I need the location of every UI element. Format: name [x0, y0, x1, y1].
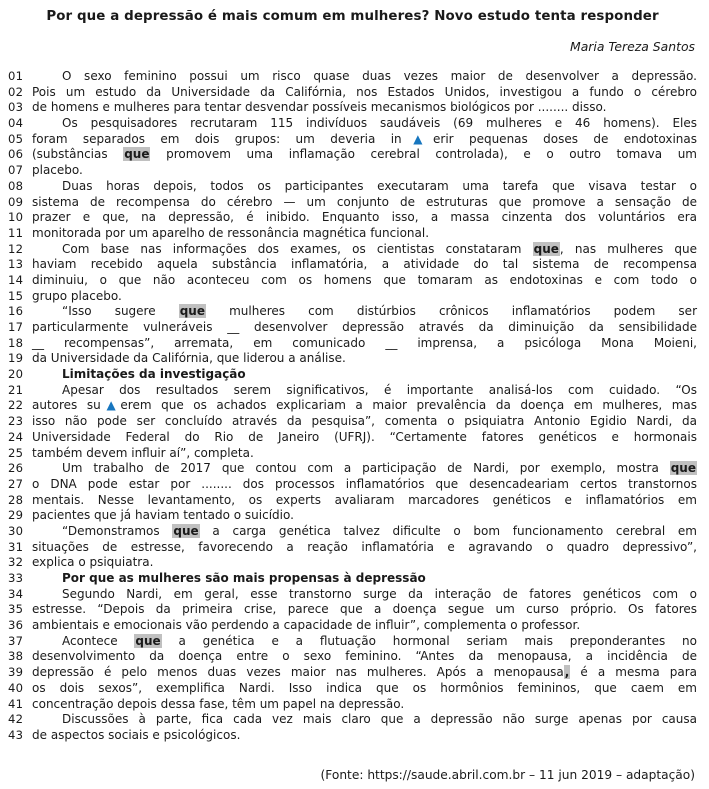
line-number: 41 [8, 696, 24, 711]
line-number: 08 [8, 178, 24, 193]
insertion-caret-icon: ▲ [100, 398, 121, 413]
line-text [32, 618, 697, 634]
text-line [8, 587, 697, 603]
text-line [8, 555, 697, 571]
text-line [8, 477, 697, 493]
text-segment: Os pesquisadores recrutaram 115 indivíduos saudáveis (69 mulheres e 46 homens). Eles [62, 116, 697, 131]
text-segment: Duas horas depois, todos os participantes executaram uma tarefa que visava testar o [62, 178, 697, 193]
text-line [8, 697, 697, 713]
text-line [8, 163, 697, 179]
line-number: 37 [8, 633, 24, 648]
text-segment: concentração depois dessa fase, têm um papel na depressão. [32, 696, 405, 711]
line-text [32, 697, 697, 713]
text-segment: mulheres com distúrbios crônicos inflamatórios podem ser [206, 304, 697, 319]
text-segment: Um trabalho de 2017 que contou com a participação de Nardi, por exemplo, mostra [62, 461, 670, 476]
line-number: 23 [8, 414, 24, 429]
text-segment: Limitações da investigação [62, 367, 246, 382]
line-text [32, 540, 697, 556]
text-line [8, 681, 697, 697]
line-number: 40 [8, 680, 24, 695]
text-segment: erem que os achados explicariam a maior prevalência da doença em mulheres, mas [120, 398, 697, 413]
text-segment: prazer e que, na depressão, é inibido. Enquanto isso, a massa cinzenta dos voluntários era [32, 210, 697, 225]
line-text [32, 179, 697, 195]
text-line [8, 398, 697, 414]
line-number: 25 [8, 445, 24, 460]
line-text [32, 304, 697, 320]
text-line [8, 461, 697, 477]
text-line [8, 430, 697, 446]
line-number: 05 [8, 131, 24, 146]
line-number: 30 [8, 523, 24, 538]
line-number: 29 [8, 508, 24, 523]
line-text [32, 163, 697, 179]
line-number: 16 [8, 304, 24, 319]
text-line [8, 493, 697, 509]
line-number: 31 [8, 539, 24, 554]
highlighted-word: que [533, 241, 559, 256]
text-line [8, 116, 697, 132]
line-number: 26 [8, 461, 24, 476]
text-segment: Com base nas informações dos exames, os cientistas constataram [62, 241, 533, 256]
line-number: 22 [8, 398, 24, 413]
line-text [32, 367, 697, 383]
text-segment: ambientais e emocionais vão perdendo a capacidade de influir”, complementa o professor. [32, 618, 581, 633]
text-line [8, 304, 697, 320]
text-segment: Universidade Federal do Rio de Janeiro (UFRJ). “Certamente fatores genéticos e hormonais [32, 429, 697, 444]
text-segment: grupo placebo. [32, 288, 122, 303]
text-segment: O sexo feminino possui um risco quase duas vezes maior de desenvolver a depressão. [62, 69, 697, 83]
text-segment: (substâncias [32, 147, 124, 162]
line-text [32, 336, 697, 352]
line-text [32, 257, 697, 273]
line-text [32, 665, 697, 681]
line-number: 04 [8, 116, 24, 131]
highlighted-word: que [135, 633, 161, 648]
text-line [8, 226, 697, 242]
text-segment: “Isso sugere [62, 304, 179, 319]
line-text [32, 508, 697, 524]
line-text [32, 195, 697, 211]
text-line [8, 634, 697, 650]
line-text [32, 493, 697, 509]
line-text [32, 649, 697, 665]
line-text [32, 320, 697, 336]
line-text [32, 398, 697, 414]
text-line [8, 289, 697, 305]
line-number: 27 [8, 476, 24, 491]
text-segment: sistema de recompensa do cérebro — um conjunto de estruturas que promove a sensação de [32, 194, 697, 209]
line-text [32, 289, 697, 305]
text-segment: isso não pode ser concluído através da pesquisa”, comenta o psiquiatra Antonio Egidio Nardi, da [32, 414, 697, 429]
text-line [8, 336, 697, 352]
text-segment: a genética e a flutuação hormonal seriam mais preponderantes no [161, 633, 697, 648]
text-line [8, 147, 697, 163]
line-text [32, 712, 697, 728]
text-segment: foram separados em dois grupos: um deveria in [32, 131, 402, 146]
text-segment: o DNA pode estar por ........ dos processos inflamatórios que desencadeariam certos transtornos [32, 476, 697, 491]
text-line [8, 446, 697, 462]
text-line [8, 383, 697, 399]
line-number: 02 [8, 84, 24, 99]
text-segment: autores su [32, 398, 101, 413]
text-line [8, 257, 697, 273]
line-text [32, 69, 697, 85]
text-line [8, 242, 697, 258]
text-segment: também devem influir aí”, completa. [32, 445, 254, 460]
line-text [32, 85, 697, 101]
text-segment: __ recompensas”, arremata, em comunicado __ imprensa, a psicóloga Mona Moieni, [32, 335, 697, 350]
line-text [32, 226, 697, 242]
document-body [8, 69, 697, 744]
line-number: 14 [8, 272, 24, 287]
line-text [32, 461, 697, 477]
line-text [32, 555, 697, 571]
line-text [32, 273, 697, 289]
text-line [8, 85, 697, 101]
line-number: 24 [8, 429, 24, 444]
highlighted-word: que [179, 304, 205, 319]
line-number: 18 [8, 335, 24, 350]
text-segment: Discussões à parte, fica cada vez mais claro que a depressão não surge apenas por causa [62, 712, 697, 727]
line-text [32, 524, 697, 540]
line-text [32, 414, 697, 430]
highlighted-word: que [124, 147, 150, 162]
text-segment: pacientes que já haviam tentado o suicídio. [32, 508, 294, 523]
line-text [32, 587, 697, 603]
text-segment: promovem uma inflamação cerebral controlada), e o outro tomava um [150, 147, 697, 162]
page-title: Por que a depressão é mais comum em mulheres? Novo estudo tenta responder [46, 9, 659, 24]
line-text [32, 681, 697, 697]
text-line [8, 179, 697, 195]
text-line [8, 69, 697, 85]
line-text [32, 210, 697, 226]
line-text [32, 351, 697, 367]
text-line [8, 367, 697, 383]
line-text [32, 634, 697, 650]
line-text [32, 116, 697, 132]
text-segment: Acontece [62, 633, 135, 648]
text-segment: , nas mulheres que [559, 241, 698, 256]
text-line [8, 571, 697, 587]
line-number: 38 [8, 649, 24, 664]
highlighted-word: , [564, 665, 570, 680]
line-text [32, 242, 697, 258]
line-number: 10 [8, 210, 24, 225]
text-segment: haviam recebido aquela substância inflamatória, a atividade do tal sistema de recompensa [32, 257, 697, 272]
text-segment: é a mesma para [570, 665, 697, 680]
text-segment: placebo. [32, 163, 83, 178]
text-line [8, 728, 697, 744]
text-line [8, 540, 697, 556]
text-segment: depressão é pelo menos duas vezes maior nas mulheres. Após a menopausa [32, 665, 564, 680]
line-number: 34 [8, 586, 24, 601]
text-line [8, 665, 697, 681]
line-number: 06 [8, 147, 24, 162]
line-number: 42 [8, 712, 24, 727]
text-segment: os dois sexos”, exemplifica Nardi. Isso indica que os hormônios femininos, que caem em [32, 680, 697, 695]
line-number: 19 [8, 351, 24, 366]
line-number: 12 [8, 241, 24, 256]
text-segment: da Universidade da Califórnia, que liderou a análise. [32, 351, 346, 366]
text-line [8, 618, 697, 634]
text-line [8, 351, 697, 367]
highlighted-word: que [173, 523, 199, 538]
text-segment: situações de estresse, favorecendo a reação inflamatória e agravando o quadro depressivo”, [32, 539, 697, 554]
line-number: 36 [8, 618, 24, 633]
text-segment: Apesar dos resultados serem significativos, é importante analisá-los com cuidado. “Os [62, 382, 697, 397]
text-line [8, 320, 697, 336]
line-text [32, 477, 697, 493]
line-text [32, 383, 697, 399]
text-line [8, 100, 697, 116]
text-segment: desenvolvimento da doença entre o sexo feminino. “Antes da menopausa, a incidência de [32, 649, 697, 664]
line-number: 32 [8, 555, 24, 570]
text-segment: de aspectos sociais e psicológicos. [32, 727, 241, 742]
text-segment: particularmente vulneráveis __ desenvolver depressão através da diminuição da sensibilidade [32, 320, 697, 334]
author-byline: Maria Tereza Santos [570, 39, 695, 54]
text-segment: mentais. Nesse levantamento, os experts avaliaram marcadores genéticos e inflamatórios em [32, 492, 697, 507]
line-number: 13 [8, 257, 24, 272]
line-text [32, 446, 697, 462]
text-segment: de homens e mulheres para tentar desvendar possíveis mecanismos biológicos por ........ disso. [32, 100, 607, 115]
line-text [32, 100, 697, 116]
text-line [8, 524, 697, 540]
line-number: 11 [8, 225, 24, 240]
line-number: 20 [8, 367, 24, 382]
text-segment: Por que as mulheres são mais propensas à depressão [62, 571, 426, 585]
text-segment: “Demonstramos [62, 523, 173, 538]
line-number: 15 [8, 288, 24, 303]
text-line [8, 414, 697, 430]
line-number: 01 [8, 69, 24, 83]
line-text [32, 147, 697, 163]
line-text [32, 132, 697, 148]
text-segment: monitorada por um aparelho de ressonância magnética funcional. [32, 225, 430, 240]
text-line [8, 602, 697, 618]
text-line [8, 508, 697, 524]
text-segment: diminuiu, o que não aconteceu com os homens que tomaram as endotoxinas e com todo o [32, 272, 697, 287]
line-number: 39 [8, 665, 24, 680]
text-segment: explica o psiquiatra. [32, 555, 154, 570]
line-text [32, 728, 697, 744]
line-number: 17 [8, 320, 24, 334]
text-segment: erir pequenas doses de endotoxinas [433, 131, 698, 146]
text-line [8, 132, 697, 148]
text-line [8, 712, 697, 728]
line-text [32, 430, 697, 446]
line-number: 28 [8, 492, 24, 507]
line-number: 35 [8, 602, 24, 617]
highlighted-word: que [670, 461, 696, 476]
text-segment: Pois um estudo da Universidade da Califórnia, nos Estados Unidos, investigou a fundo o cérebro [32, 84, 697, 99]
text-segment: Segundo Nardi, em geral, esse transtorno surge da interação de fatores genéticos com o [62, 586, 697, 601]
line-number: 03 [8, 100, 24, 115]
line-text [32, 602, 697, 618]
text-line [8, 195, 697, 211]
line-number: 09 [8, 194, 24, 209]
line-number: 33 [8, 571, 24, 585]
text-line [8, 273, 697, 289]
source-citation: (Fonte: https://saude.abril.com.br – 11 jun 2019 – adaptação) [320, 767, 695, 782]
line-number: 43 [8, 727, 24, 742]
text-segment: a carga genética talvez dificulte o bom funcionamento cerebral em [199, 523, 697, 538]
insertion-caret-icon: ▲ [401, 131, 433, 146]
text-line [8, 649, 697, 665]
line-number: 21 [8, 382, 24, 397]
line-text [32, 571, 697, 587]
text-segment: estresse. “Depois da primeira crise, parece que a doença segue um curso próprio. Os fatores [32, 602, 697, 617]
text-line [8, 210, 697, 226]
line-number: 07 [8, 163, 24, 178]
